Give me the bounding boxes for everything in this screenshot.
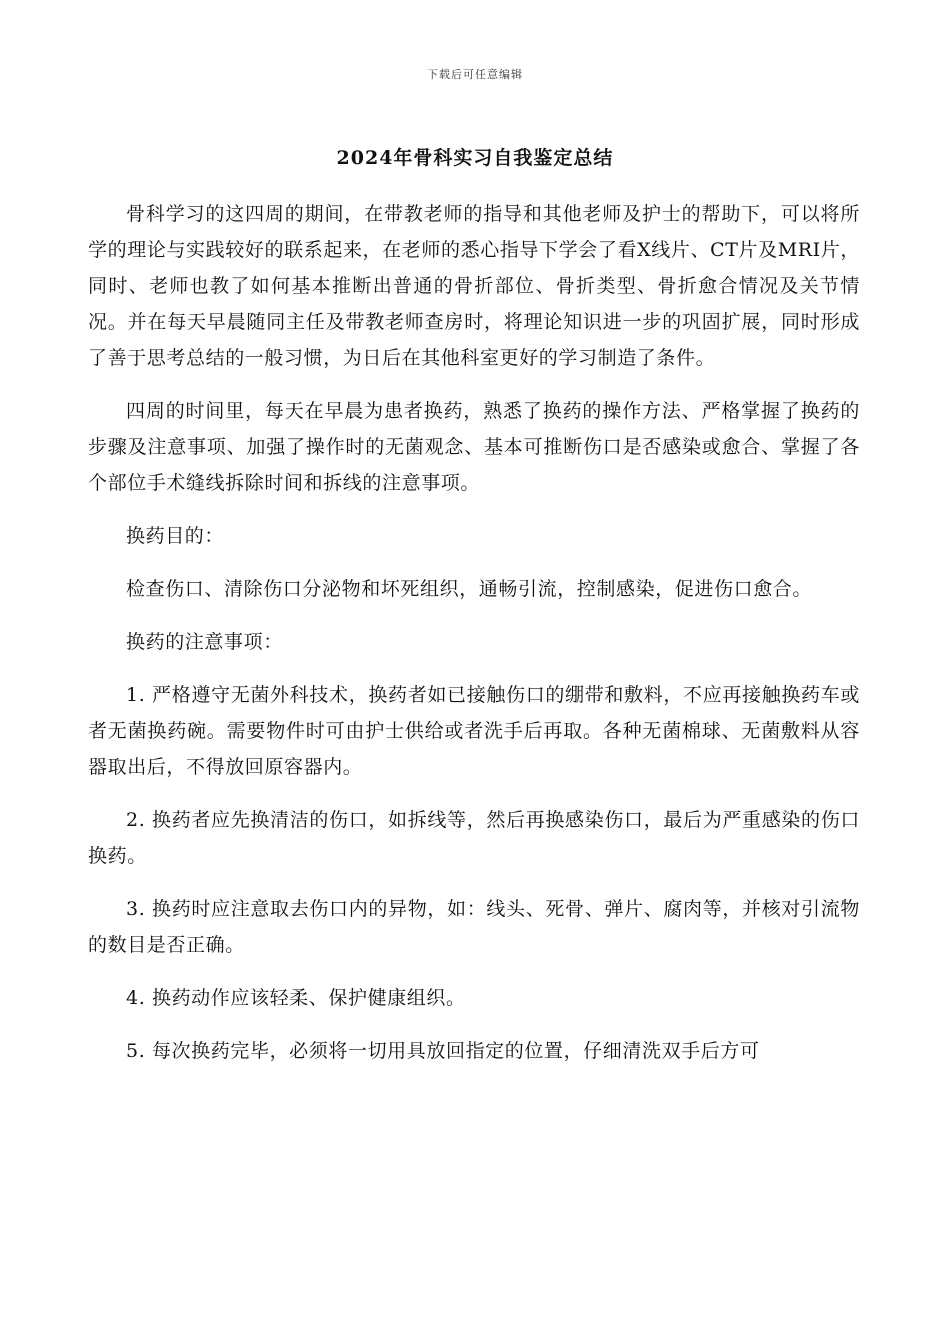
document-body bbox=[88, 196, 860, 1086]
paragraph-note-3: 3. 换药时应注意取去伤口内的异物，如：线头、死骨、弹片、腐肉等，并核对引流物的数目是否正确。 bbox=[88, 898, 860, 956]
paragraph-note-2: 2. 换药者应先换清洁的伤口，如拆线等，然后再换感染伤口，最后为严重感染的伤口换药。 bbox=[88, 809, 860, 867]
paragraph-note-5: 5. 每次换药完毕，必须将一切用具放回指定的位置，仔细清洗双手后方可 bbox=[126, 1040, 760, 1062]
header-note: 下载后可任意编辑 bbox=[427, 68, 523, 81]
paragraph-note-4: 4. 换药动作应该轻柔、保护健康组织。 bbox=[126, 987, 466, 1009]
paragraph-purpose-heading: 换药目的： bbox=[126, 525, 225, 547]
paragraph-note-1: 1. 严格遵守无菌外科技术，换药者如已接触伤口的绷带和敷料，不应再接触换药车或者无菌换药碗。需要物件时可由护士供给或者洗手后再取。各种无菌棉球、无菌敷料从容器取出后，不得放回原容器内。 bbox=[88, 684, 860, 778]
document-title: 2024年骨科实习自我鉴定总结 bbox=[336, 147, 614, 169]
paragraph-purpose: 检查伤口、清除伤口分泌物和坏死组织，通畅引流，控制感染，促进伤口愈合。 bbox=[126, 578, 813, 600]
paragraph-intro: 骨科学习的这四周的期间，在带教老师的指导和其他老师及护士的帮助下，可以将所学的理论与实践较好的联系起来，在老师的悉心指导下学会了看X线片、CT片及MRI片，同时、老师也教了如何基本推断出普通的骨折部位、骨折类型、骨折愈合情况及关节情况。并在每天早晨随同主任及带教老师查房时，将理论知识进一步的巩固扩展，同时形成了善于思考总结的一般习惯，为日后在其他科室更好的学习制造了条件。 bbox=[88, 203, 860, 369]
paragraph-dressing-practice: 四周的时间里，每天在早晨为患者换药，熟悉了换药的操作方法、严格掌握了换药的步骤及注意事项、加强了操作时的无菌观念、基本可推断伤口是否感染或愈合、掌握了各个部位手术缝线拆除时间和拆线的注意事项。 bbox=[88, 400, 860, 494]
paragraph-notes-heading: 换药的注意事项： bbox=[126, 631, 283, 653]
